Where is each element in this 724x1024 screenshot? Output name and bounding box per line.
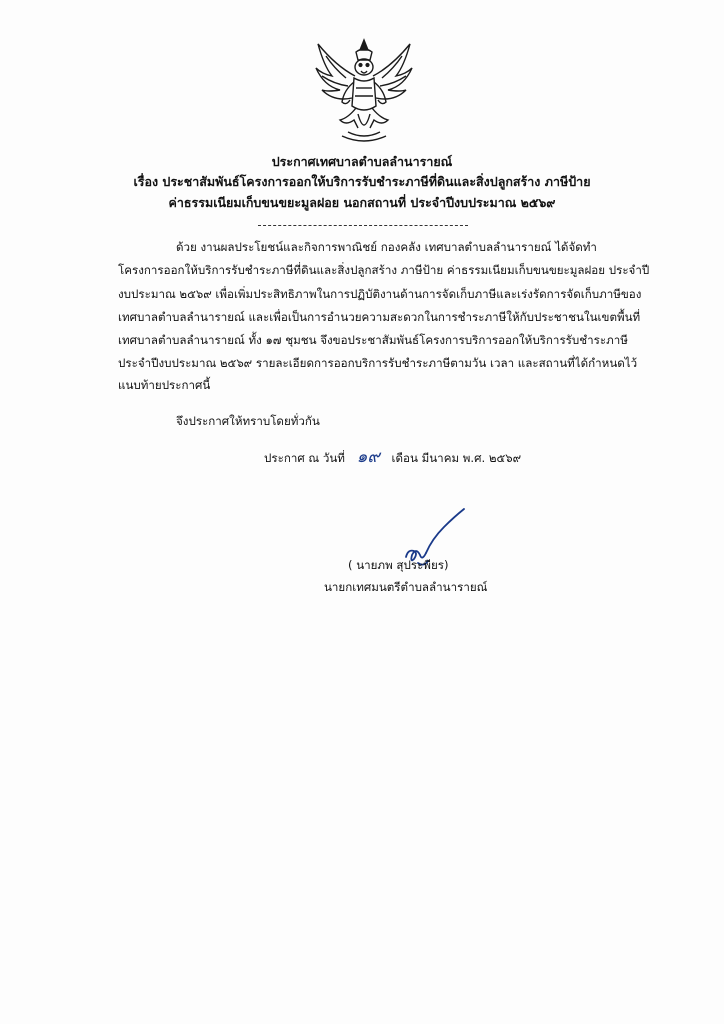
announcement-date [264, 446, 521, 469]
body-paragraph-line: เทศบาลตำบลลำนารายณ์ และเพื่อเป็นการอำนวยความสะดวกในการชำระภาษีให้กับประชาชนในเขตพื้นที่ [118, 310, 641, 324]
body-paragraph-line: ด้วย งานผลประโยชน์และกิจการพาณิชย์ กองคลัง เทศบาลตำบลลำนารายณ์ ได้จัดทำ [176, 240, 597, 254]
date-month-year: เดือน มีนาคม พ.ศ. ๒๕๖๙ [391, 451, 522, 465]
signer-name: ( นายภพ สุประพียร) [348, 558, 449, 572]
signer-title: นายกเทศมนตรีตำบลลำนารายณ์ [324, 580, 488, 594]
body-paragraph-line: งบประมาณ ๒๕๖๙ เพื่อเพิ่มประสิทธิภาพในการปฏิบัติงานด้านการจัดเก็บภาษีและเร่งรัดการจัดเก็บภาษีของ [118, 287, 642, 301]
closing-statement: จึงประกาศให้ทราบโดยทั่วกัน [176, 414, 320, 428]
body-paragraph-line: โครงการออกให้บริการรับชำระภาษีที่ดินและสิ่งปลูกสร้าง ภาษีป้าย ค่าธรรมเนียมเก็บขนขยะมูลฝอย ประจำปี [118, 263, 650, 277]
body-paragraph-line: ประจำปีงบประมาณ ๒๕๖๙ รายละเอียดการออกบริการรับชำระภาษีตามวัน เวลา และสถานที่ได้กำหนดไว้ [118, 356, 638, 370]
subject-line: เรื่อง ประชาสัมพันธ์โครงการออกให้บริการรับชำระภาษีที่ดินและสิ่งปลูกสร้าง ภาษีป้าย [133, 174, 591, 189]
body-paragraph-line: เทศบาลตำบลลำนารายณ์ ทั้ง ๑๗ ชุมชน จึงขอประชาสัมพันธ์โครงการบริการออกให้บริการรับชำระภาษี [118, 333, 628, 347]
body-paragraph-line: แนบท้ายประกาศนี้ [118, 378, 211, 392]
garuda-emblem-icon [312, 36, 416, 144]
dashed-divider [258, 225, 468, 226]
date-prefix: ประกาศ ณ วันที่ [264, 451, 345, 465]
date-day-handwritten: ๑๙ [356, 447, 380, 467]
subject-line-continued: ค่าธรรมเนียมเก็บขนขยะมูลฝอย นอกสถานที่ ประจำปีงบประมาณ ๒๕๖๙ [168, 195, 556, 210]
announcement-title: ประกาศเทศบาลตำบลลำนารายณ์ [271, 154, 453, 169]
